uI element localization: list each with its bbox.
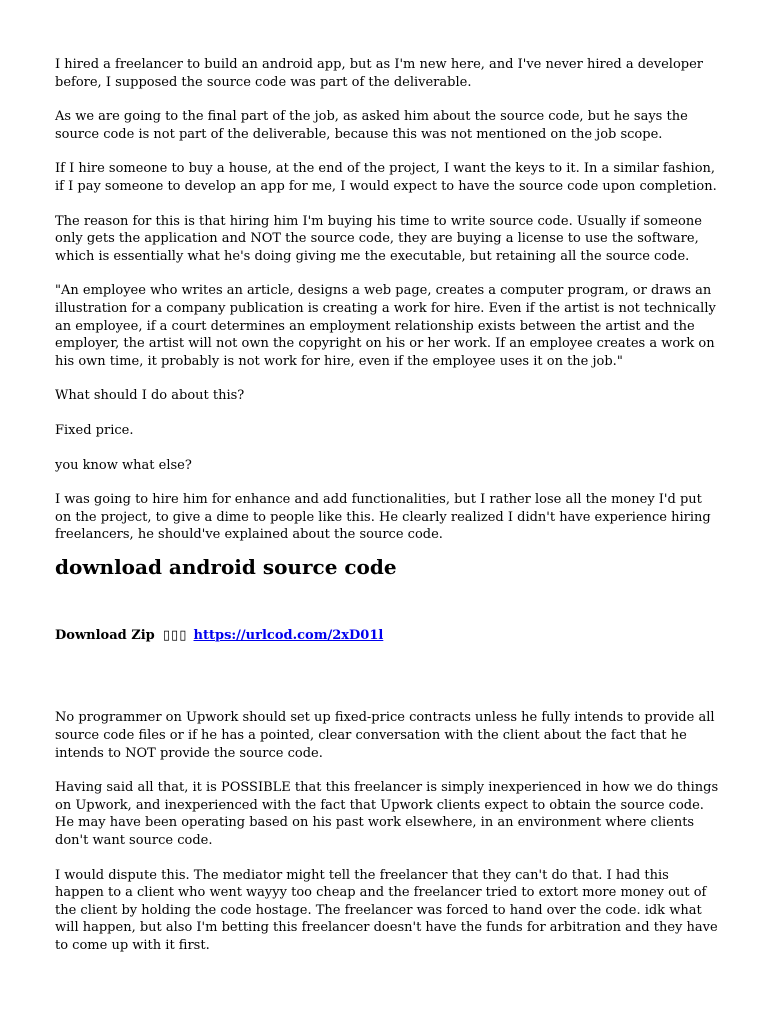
section-heading: download android source code — [55, 554, 397, 579]
paragraph: Having said all that, it is POSSIBLE that this freelancer is simply inexperienced in how we do things on Upwork, and inexperienced with the fact that Upwork clients expect to obtain the source code. He may have been operating based on his past work elsewhere, in an environment where clients don't want source code. — [55, 780, 719, 849]
arrow-glyphs-icon: ▯▯▯ — [162, 627, 188, 643]
paragraph: I would dispute this. The mediator might tell the freelancer that they can't do that. I had this happen to a client who went wayyy too cheap and the freelancer tried to extort more money out of the client by holding the code hostage. The freelancer was forced to hand over the code. idk what will happen, but also I'm betting this freelancer doesn't have the funds for arbitration and they have to come up with it first. — [55, 867, 718, 953]
paragraph: I hired a freelancer to build an android app, but as I'm new here, and I've never hired a developer before, I supposed the source code was part of the deliverable. — [55, 57, 704, 90]
quote-paragraph: "An employee who writes an article, designs a web page, creates a computer program, or draws an illustration for a company publication is creating a work for hire. Even if the artist is not technically an employee, if a court determines an employment relationship exists between the artist and the employer, the artist will not own the copyright on his or her work. If an employee creates a work on his own time, it probably is not work for hire, even if the employee uses it on the job." — [55, 283, 716, 369]
paragraph: Fixed price. — [55, 422, 134, 438]
download-link[interactable]: https://urlcod.com/2xD01l — [193, 627, 384, 643]
document-page — [55, 56, 720, 972]
download-row — [55, 627, 720, 645]
paragraph: If I hire someone to buy a house, at the end of the project, I want the keys to it. In a similar fashion, if I pay someone to develop an app for me, I would expect to have the source code upon completion. — [55, 161, 717, 194]
paragraph: I was going to hire him for enhance and add functionalities, but I rather lose all the money I'd put on the project, to give a dime to people like this. He clearly realized I didn't have experience hiring freelancers, he should've explained about the source code. — [55, 492, 711, 543]
spacer — [55, 644, 720, 709]
download-label: Download Zip — [55, 627, 155, 643]
paragraph: you know what else? — [55, 457, 192, 473]
paragraph: What should I do about this? — [55, 388, 245, 404]
paragraph: No programmer on Upwork should set up fixed-price contracts unless he fully intends to provide all source code files or if he has a pointed, clear conversation with the client about the fact that he intends to NOT provide the source code. — [55, 710, 715, 761]
paragraph: The reason for this is that hiring him I'm buying his time to write source code. Usually if someone only gets the application and NOT the source code, they are buying a license to use the software, which is essentially what he's doing giving me the executable, but retaining all the source code. — [55, 213, 702, 264]
paragraph: As we are going to the final part of the job, as asked him about the source code, but he says the source code is not part of the deliverable, because this was not mentioned on the job scope. — [55, 109, 688, 142]
